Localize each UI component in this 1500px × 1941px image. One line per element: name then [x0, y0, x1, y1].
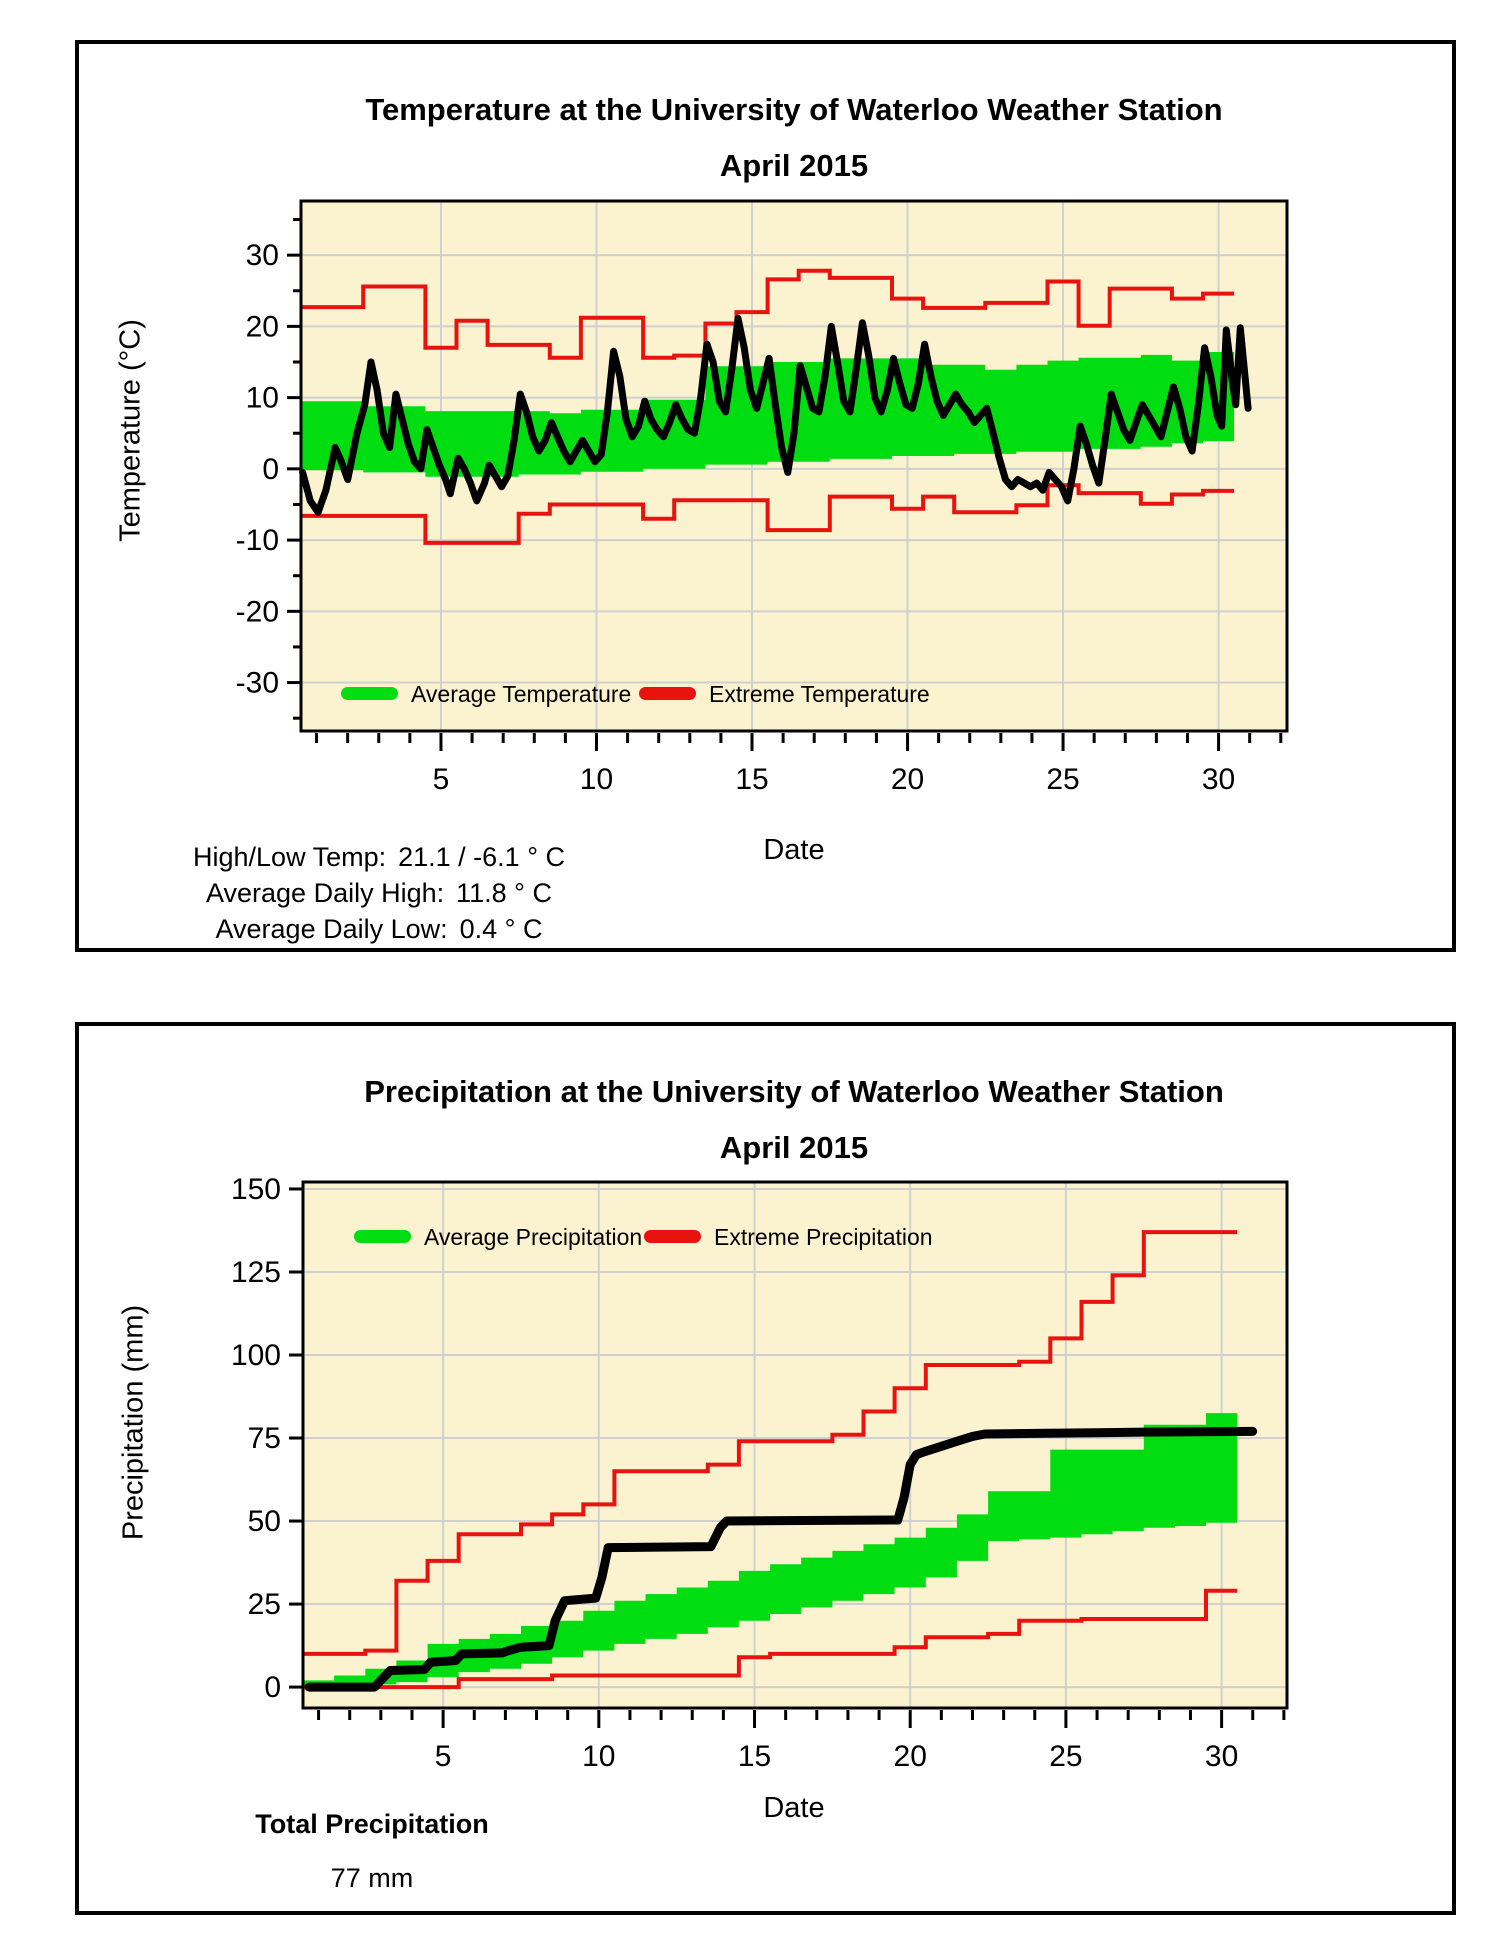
- legend-label: Extreme Precipitation: [714, 1224, 933, 1250]
- y-tick-label: 0: [264, 1671, 281, 1705]
- stat-label: Average Daily High:: [206, 878, 445, 908]
- legend-label: Average Precipitation: [424, 1224, 643, 1250]
- precipitation-y-axis-label: Precipitation (mm): [117, 1304, 150, 1541]
- legend-swatch: [341, 687, 398, 700]
- x-tick-label: 15: [737, 1740, 772, 1773]
- x-tick-label: 25: [1046, 763, 1080, 796]
- legend-swatch: [644, 1230, 701, 1243]
- precipitation-plot: [79, 1026, 1460, 1911]
- stat-value: 0.4 ° C: [459, 914, 543, 944]
- y-tick-label: -10: [235, 524, 279, 558]
- y-tick-label: 125: [230, 1255, 281, 1289]
- stat-label: Average Daily Low:: [215, 914, 448, 944]
- y-tick-label: 100: [230, 1339, 281, 1373]
- x-tick-label: 20: [890, 763, 925, 796]
- legend-label: Extreme Temperature: [709, 681, 930, 707]
- precipitation-chart-box: [75, 1022, 1456, 1915]
- y-tick-label: 25: [247, 1588, 281, 1622]
- chart-title-line1: Precipitation at the University of Waterloo Weather Station: [364, 1074, 1224, 1109]
- temperature-x-axis-label: Date: [763, 834, 825, 866]
- y-tick-label: -30: [235, 666, 279, 700]
- stat-value: 11.8 ° C: [456, 878, 552, 908]
- stat-average-daily-low: [129, 911, 629, 947]
- legend-swatch: [354, 1230, 411, 1243]
- y-tick-label: 20: [245, 310, 279, 344]
- legend-swatch: [639, 687, 696, 700]
- temperature-plot: [79, 44, 1460, 948]
- y-tick-label: 75: [247, 1422, 281, 1456]
- y-tick-label: 50: [247, 1505, 281, 1539]
- stat-value: 21.1 / -6.1 ° C: [398, 842, 565, 872]
- stat-value: 77 mm: [330, 1863, 414, 1893]
- temperature-y-axis-label: Temperature (°C): [114, 319, 147, 542]
- temperature-summary-stats: [129, 839, 629, 947]
- x-tick-label: 30: [1201, 763, 1236, 796]
- precipitation-x-axis-label: Date: [763, 1792, 825, 1824]
- x-tick-label: 10: [582, 1740, 616, 1773]
- stat-label: Total Precipitation: [255, 1809, 489, 1839]
- y-tick-label: 150: [230, 1172, 281, 1206]
- plot-background: [303, 1182, 1287, 1708]
- y-tick-label: 10: [245, 381, 279, 415]
- x-tick-label: 15: [735, 763, 769, 796]
- x-tick-label: 30: [1204, 1740, 1239, 1773]
- chart-title-line1: Temperature at the University of Waterloo Weather Station: [365, 92, 1223, 127]
- x-tick-label: 5: [434, 1740, 452, 1773]
- y-tick-label: 0: [262, 452, 279, 486]
- chart-title-line2: April 2015: [719, 148, 869, 183]
- y-tick-label: 30: [245, 239, 279, 273]
- stat-label: High/Low Temp:: [193, 842, 387, 872]
- chart-title-line2: April 2015: [719, 1130, 869, 1165]
- y-tick-label: -20: [235, 595, 279, 629]
- stat-high-low-temp: [129, 839, 629, 875]
- temperature-chart-box: [75, 40, 1456, 952]
- legend-label: Average Temperature: [411, 681, 632, 707]
- x-tick-label: 10: [579, 763, 614, 796]
- stat-average-daily-high: [129, 875, 629, 911]
- total-precipitation-stat: [227, 1806, 517, 1896]
- x-tick-label: 25: [1049, 1740, 1083, 1773]
- x-tick-label: 20: [893, 1740, 927, 1773]
- x-tick-label: 5: [432, 763, 450, 796]
